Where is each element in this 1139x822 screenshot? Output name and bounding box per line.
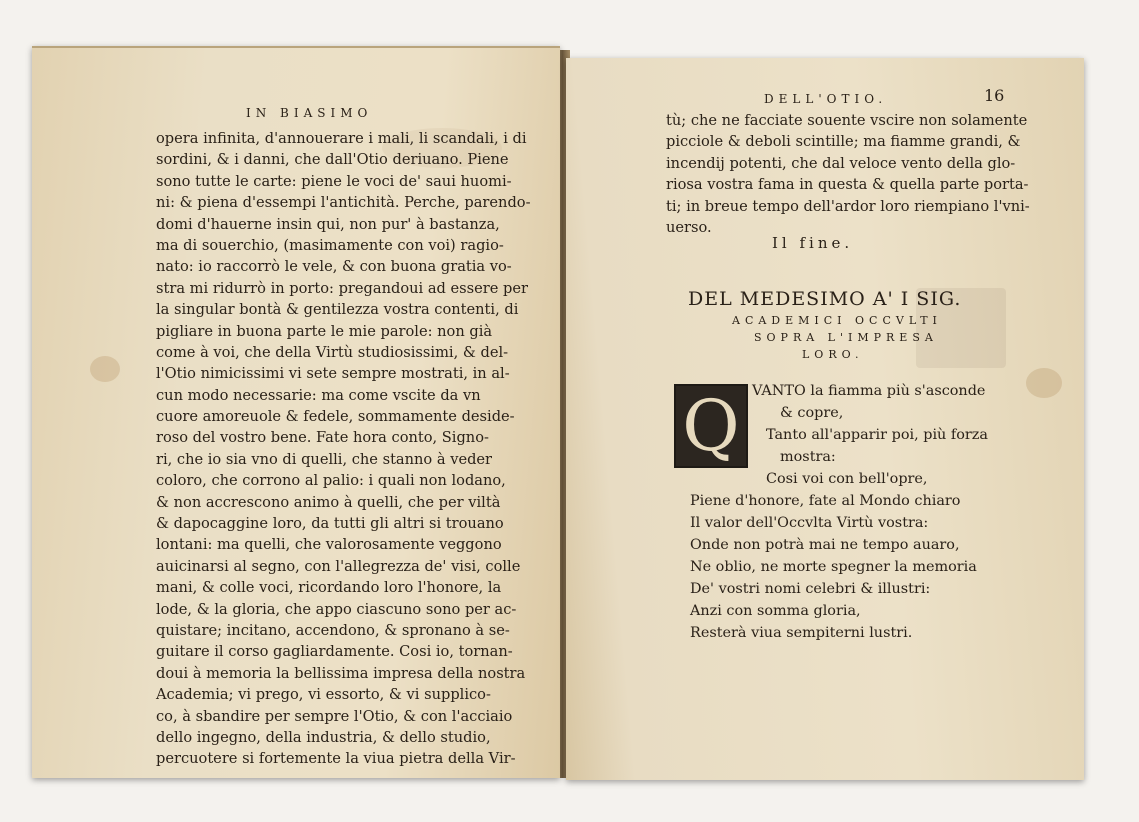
text-line: l'Otio nimicissimi vi sete sempre mostrati, in al- bbox=[156, 365, 510, 383]
text-line: incendij potenti, che dal veloce vento della glo- bbox=[666, 154, 1016, 172]
text-line: co, à sbandire per sempre l'Otio, & con l'acciaio bbox=[156, 707, 513, 725]
text-line: quistare; incitano, accendono, & spronano à se- bbox=[156, 621, 510, 639]
poem-subhead: ACADEMICI OCCVLTI bbox=[732, 314, 942, 327]
verse-line: Onde non potrà mai ne tempo auaro, bbox=[690, 537, 960, 553]
verse-line: VANTO la fiamma più s'asconde bbox=[752, 383, 986, 399]
poem-headline: DEL MEDESIMO A' I SIG. bbox=[688, 288, 962, 310]
page-number: 16 bbox=[984, 86, 1005, 105]
text-line: uerso. bbox=[666, 218, 712, 236]
text-line: tù; che ne facciate souente vscire non solamente bbox=[666, 112, 1028, 129]
text-line: domi d'hauerne insin qui, non pur' à bastanza, bbox=[156, 215, 500, 233]
stain bbox=[90, 356, 120, 382]
text-line: percuotere si fortemente la viua pietra della Vir- bbox=[156, 750, 516, 768]
body-text bbox=[666, 110, 1030, 238]
text-line: mani, & colle voci, ricordando loro l'honore, la bbox=[156, 579, 502, 597]
dropcap-letter: Q bbox=[682, 385, 740, 467]
text-line: la singular bontà & gentilezza vostra contenti, di bbox=[156, 301, 519, 319]
text-line: lode, & la gloria, che appo ciascuno sono per ac- bbox=[156, 600, 517, 618]
text-line: guitare il corso gagliardamente. Cosi io, tornan- bbox=[156, 643, 513, 661]
poem-subhead: LORO. bbox=[802, 348, 864, 361]
verse-line: & copre, bbox=[780, 405, 844, 421]
text-line: ti; in breue tempo dell'ardor loro riempiano l'vni- bbox=[666, 197, 1030, 215]
poem-verse bbox=[752, 380, 988, 490]
text-line: riosa vostra fama in questa & quella parte porta- bbox=[666, 176, 1029, 194]
text-line: cuore amoreuole & fedele, sommamente deside- bbox=[156, 408, 515, 426]
verse-line: De' vostri nomi celebri & illustri: bbox=[690, 581, 931, 597]
poem-verse bbox=[690, 490, 977, 644]
text-line: come à voi, che della Virtù studiosissimi, & del- bbox=[156, 343, 509, 361]
ornate-initial bbox=[674, 384, 748, 468]
text-line: lontani: ma quelli, che valorosamente veggono bbox=[156, 536, 502, 554]
verse-line: Anzi con somma gloria, bbox=[690, 603, 861, 619]
text-line: stra mi ridurrò in porto: pregandoui ad essere per bbox=[156, 279, 528, 297]
text-line: & non accrescono animo à quelli, che per viltà bbox=[156, 493, 501, 511]
text-line: nato: io raccorrò le vele, & con buona gratia vo- bbox=[156, 258, 512, 276]
verse-line: Tanto all'apparir poi, più forza bbox=[766, 427, 988, 443]
text-line: doui à memoria la bellissima impresa della nostra bbox=[156, 664, 526, 682]
stain bbox=[1026, 368, 1062, 398]
text-line: ma di souerchio, (masimamente con voi) ragio- bbox=[156, 236, 504, 254]
folio-title: IN BIASIMO bbox=[246, 106, 373, 120]
verse-line: mostra: bbox=[780, 449, 836, 465]
left-page bbox=[32, 46, 560, 778]
text-line: Academia; vi prego, vi essorto, & vi supplico- bbox=[156, 686, 491, 704]
text-line: ri, che io sia vno di quelli, che stanno à veder bbox=[156, 450, 493, 468]
il-fine: Il fine. bbox=[772, 234, 854, 252]
text-line: dello ingegno, della industria, & dello studio, bbox=[156, 728, 491, 746]
text-line: auicinarsi al segno, con l'allegrezza de' visi, colle bbox=[156, 557, 521, 575]
folio-title: DELL'OTIO. bbox=[764, 92, 888, 106]
body-text bbox=[156, 128, 531, 770]
text-line: sordini, & i danni, che dall'Otio deriuano. Piene bbox=[156, 151, 509, 169]
verse-line: Ne oblio, ne morte spegner la memoria bbox=[690, 559, 977, 575]
text-line: coloro, che corrono al palio: i quali non lodano, bbox=[156, 472, 506, 490]
text-line: pigliare in buona parte le mie parole: non già bbox=[156, 322, 493, 340]
verse-line: Resterà viua sempiterni lustri. bbox=[690, 625, 913, 641]
text-line: opera infinita, d'annouerare i mali, li scandali, i di bbox=[156, 130, 527, 147]
text-line: cun modo necessarie: ma come vscite da vn bbox=[156, 386, 481, 404]
right-page bbox=[566, 58, 1084, 780]
text-line: ni: & piena d'essempi l'antichità. Perche, parendo- bbox=[156, 194, 531, 212]
text-line: roso del vostro bene. Fate hora conto, Signo- bbox=[156, 429, 489, 447]
text-line: & dapocaggine loro, da tutti gli altri si trouano bbox=[156, 515, 504, 533]
text-line: picciole & deboli scintille; ma fiamme grandi, & bbox=[666, 133, 1021, 151]
verse-line: Cosi voi con bell'opre, bbox=[766, 471, 928, 487]
poem-subhead: SOPRA L'IMPRESA bbox=[754, 331, 938, 344]
verse-line: Il valor dell'Occvlta Virtù vostra: bbox=[690, 515, 929, 531]
text-line: sono tutte le carte: piene le voci de' saui huomi- bbox=[156, 172, 512, 190]
verse-line: Piene d'honore, fate al Mondo chiaro bbox=[690, 493, 961, 509]
